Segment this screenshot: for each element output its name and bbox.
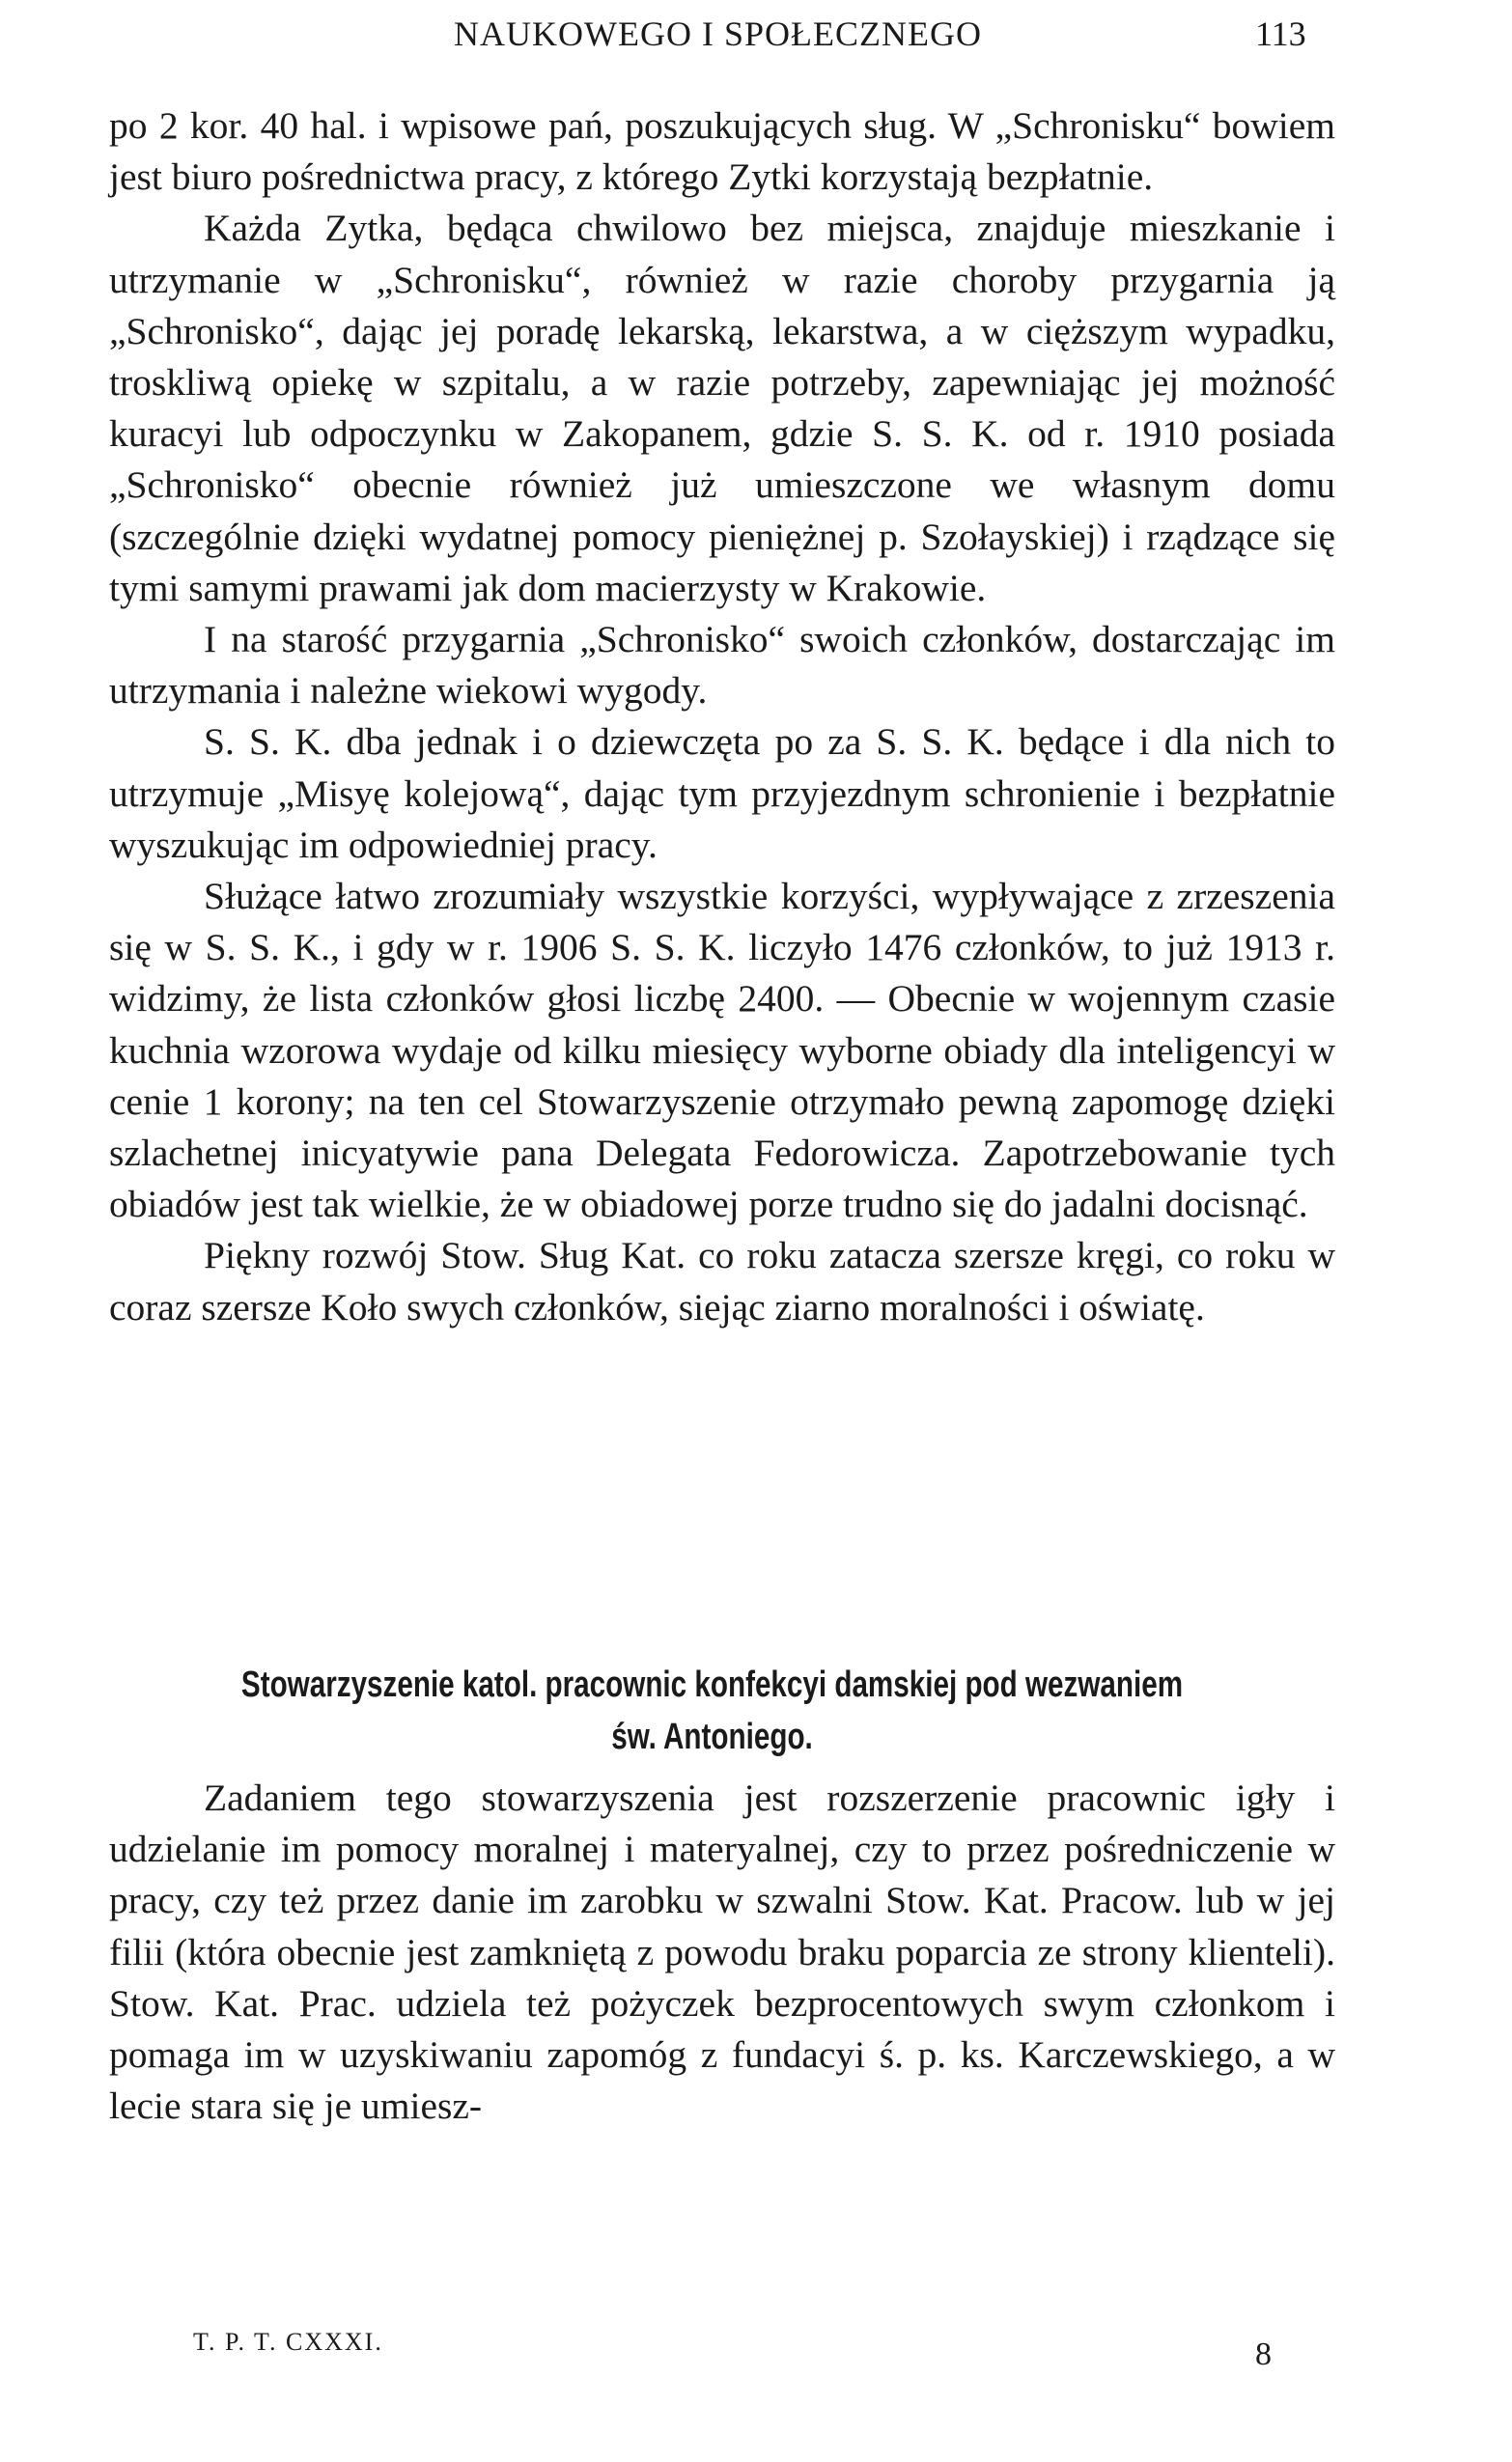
section-body [109,1773,1335,2132]
paragraph: Piękny rozwój Stow. Sług Kat. co roku zatacza szersze kręgi, co roku w coraz szersze Koło swych członków, siejąc ziarno moralności i oświatę. [109,1234,1335,1329]
paragraph: po 2 kor. 40 hal. i wpisowe pań, poszukujących sług. W „Schronisku“ bowiem jest biuro pośrednictwa pracy, z którego Zytki korzystają bezpłatnie. [109,104,1335,199]
section-heading [106,1659,1318,1763]
section-heading-line: Stowarzyszenie katol. pracownic konfekcyi damskiej pod wezwaniem [240,1665,1184,1705]
sheet-number: 8 [1255,2336,1272,2372]
running-head [0,14,1512,62]
printer-signature: T. P. T. CXXXI. [193,2328,383,2356]
paragraph: Służące łatwo zrozumiały wszystkie korzyści, wypływające z zrzeszenia się w S. S. K., i gdy w r. 1906 S. S. K. liczyło 1476 członków, to już 1913 r. widzimy, że lista członków głosi liczbę 2400. — Obecnie w wojennym czasie kuchnia wzorowa wydaje od kilku miesięcy wyborne obiady dla inteligencyi w cenie 1 korony; na ten cel Stowarzyszenie otrzymało pewną zapomogę dzięki szlachetnej inicyatywie pana Delegata Fedorowicza. Zapotrzebowanie tych obiadów jest tak wielkie, że w obiadowej porze trudno się do jadalni docisnąć. [109,875,1335,1226]
running-head-title: NAUKOWEGO I SPOŁECZNEGO [454,14,982,53]
body-text [109,100,1335,1333]
paragraph: I na starość przygarnia „Schronisko“ swoich członków, dostarczając im utrzymania i należne wiekowi wygody. [109,618,1335,713]
section-heading-line: św. Antoniego. [611,1717,813,1757]
paragraph: Zadaniem tego stowarzyszenia jest rozszerzenie pracownic igły i udzielanie im pomocy moralnej i materyalnej, czy to przez pośredniczenie w pracy, czy też przez danie im zarobku w szwalni Stow. Kat. Pracow. lub w jej filii (która obecnie jest zamkniętą z powodu braku poparcia ze strony klienteli). Stow. Kat. Prac. udziela też pożyczek bezprocentowych swym członkom i pomaga im w uzyskiwaniu zapomóg z fundacyi ś. p. ks. Karczewskiego, a w lecie stara się je umiesz- [109,1777,1335,2128]
page-number: 113 [1255,14,1306,53]
paragraph: S. S. K. dba jednak i o dziewczęta po za S. S. K. będące i dla nich to utrzymuje „Misyę kolejową“, dając tym przyjezdnym schronienie i bezpłatnie wyszukując im odpowiedniej pracy. [109,720,1335,866]
paragraph: Każda Zytka, będąca chwilowo bez miejsca, znajduje mieszkanie i utrzymanie w „Schronisku“, również w razie choroby przygarnia ją „Schronisko“, dając jej poradę lekarską, lekarstwa, a w cięższym wypadku, troskliwą opiekę w szpitalu, a w razie potrzeby, zapewniając jej możność kuracyi lub odpoczynku w Zakopanem, gdzie S. S. K. od r. 1910 posiada „Schronisko“ obecnie również już umieszczone we własnym domu (szczególnie dzięki wydatnej pomocy pieniężnej p. Szołayskiej) i rządzące się tymi samymi prawami jak dom macierzysty w Krakowie. [109,207,1335,609]
